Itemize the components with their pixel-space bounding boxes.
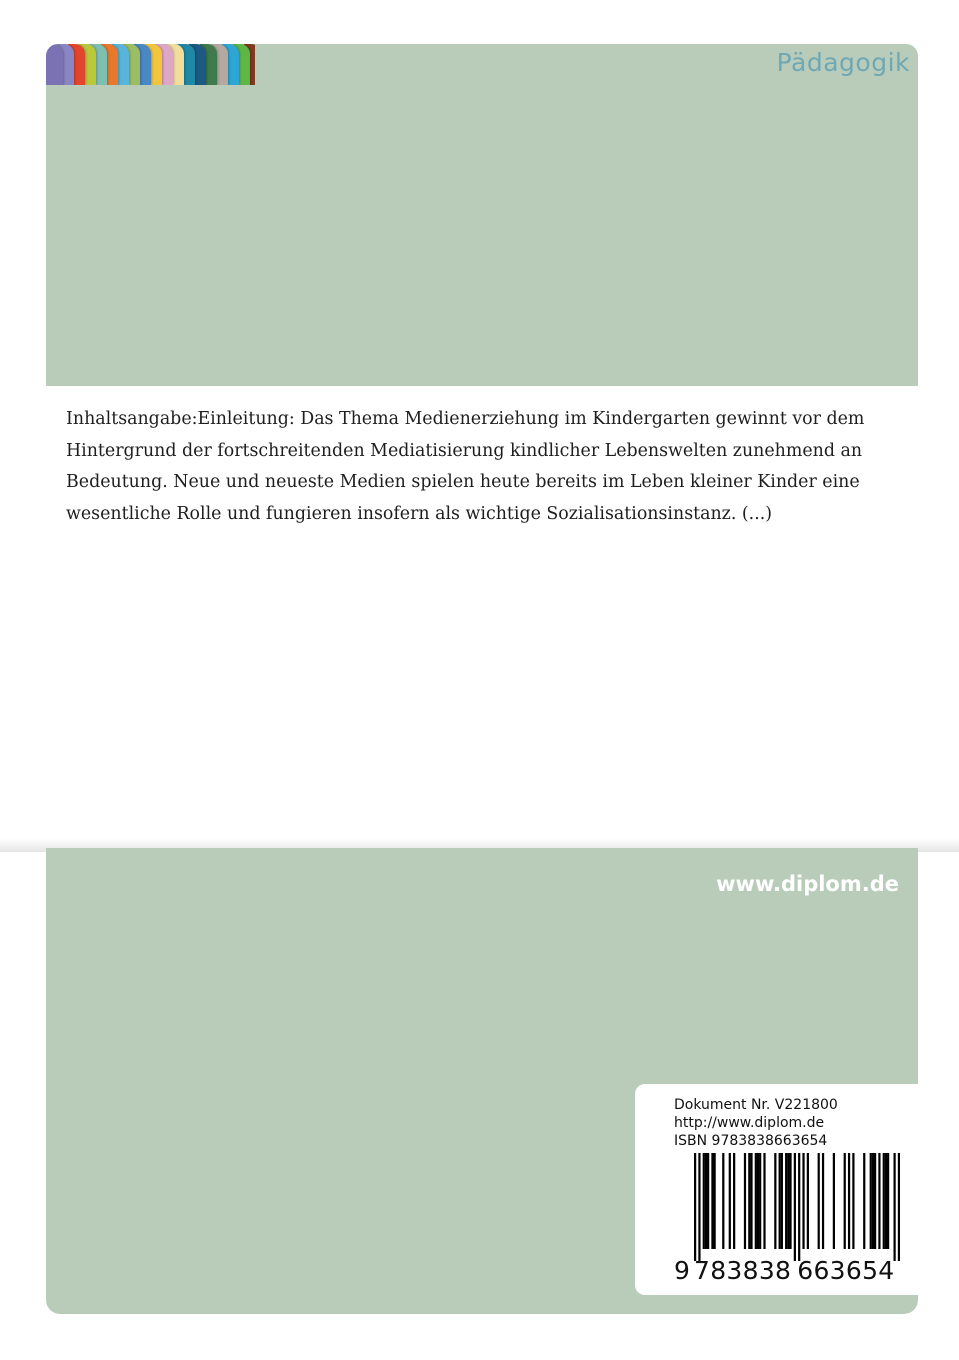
barcode-bar [844,1153,846,1249]
barcode-bar [755,1153,757,1249]
barcode-bar [757,1153,759,1249]
document-number: Dokument Nr. V221800 [674,1097,838,1113]
barcode-bar [705,1153,707,1249]
barcode-bar [887,1153,889,1249]
barcode-bar [785,1153,787,1249]
barcode-bar [714,1153,716,1249]
top-cover-panel [46,44,918,386]
isbn-number: ISBN 9783838663654 [674,1133,828,1149]
barcode-bar [729,1153,731,1249]
barcode-bar [781,1153,783,1249]
barcode-bar [789,1153,791,1249]
color-stripe-bar [46,44,255,85]
barcode-bar [703,1153,705,1249]
barcode-bar [818,1153,820,1249]
barcode-bar [798,1153,800,1261]
barcode-bar [763,1153,765,1249]
barcode-bar [744,1153,746,1249]
barcode-bar [711,1153,713,1249]
barcode-bar [802,1153,804,1249]
barcode-bar [898,1153,900,1261]
barcode-bar [779,1153,781,1249]
barcode-bar [698,1153,700,1261]
barcode-digits-right: 663654 [797,1256,895,1285]
category-label: Pädagogik [776,48,910,77]
barcode-bar [852,1153,854,1249]
barcode-bar [870,1153,872,1249]
barcode-bar [848,1153,850,1249]
barcode-digits [674,1256,896,1285]
barcode-bar [748,1153,750,1249]
barcode-bar [872,1153,874,1249]
barcode-bar [874,1153,876,1249]
book-summary: Inhaltsangabe:Einleitung: Das Thema Medienerziehung im Kindergarten gewinnt vor dem Hintergrund der fortschreitenden Mediatisierung kindlicher Lebenswelten zunehmend an Bedeutung. Neue und neueste Medien spielen heute bereits im Leben kleiner Kinder eine wesentliche Rolle und fungieren insofern als wichtige Sozialisationsinstanz. (...) [66,409,865,524]
barcode-bar [878,1153,880,1249]
barcode-bar [750,1153,752,1249]
barcode-bar [694,1153,696,1261]
publisher-website: www.diplom.de [716,872,899,896]
barcode-bar [893,1153,895,1261]
barcode-digit-prefix: 9 [674,1256,690,1285]
barcode-bar [885,1153,887,1249]
barcode-bar [722,1153,724,1249]
isbn-barcode-icon [694,1153,900,1261]
barcode-bar [833,1153,835,1249]
color-stripe [46,44,63,85]
barcode-bar [863,1153,865,1249]
barcode-bar [807,1153,809,1249]
barcode-bar [774,1153,776,1249]
document-info [674,1096,838,1150]
barcode-digits-left: 783838 [694,1256,792,1285]
barcode-bar [822,1153,824,1249]
barcode-bar [787,1153,789,1249]
barcode-bar [759,1153,761,1249]
barcode-bar [794,1153,796,1261]
barcode-bar [707,1153,709,1249]
barcode-bar [883,1153,885,1249]
barcode-bar [733,1153,735,1249]
document-url: http://www.diplom.de [674,1115,825,1131]
